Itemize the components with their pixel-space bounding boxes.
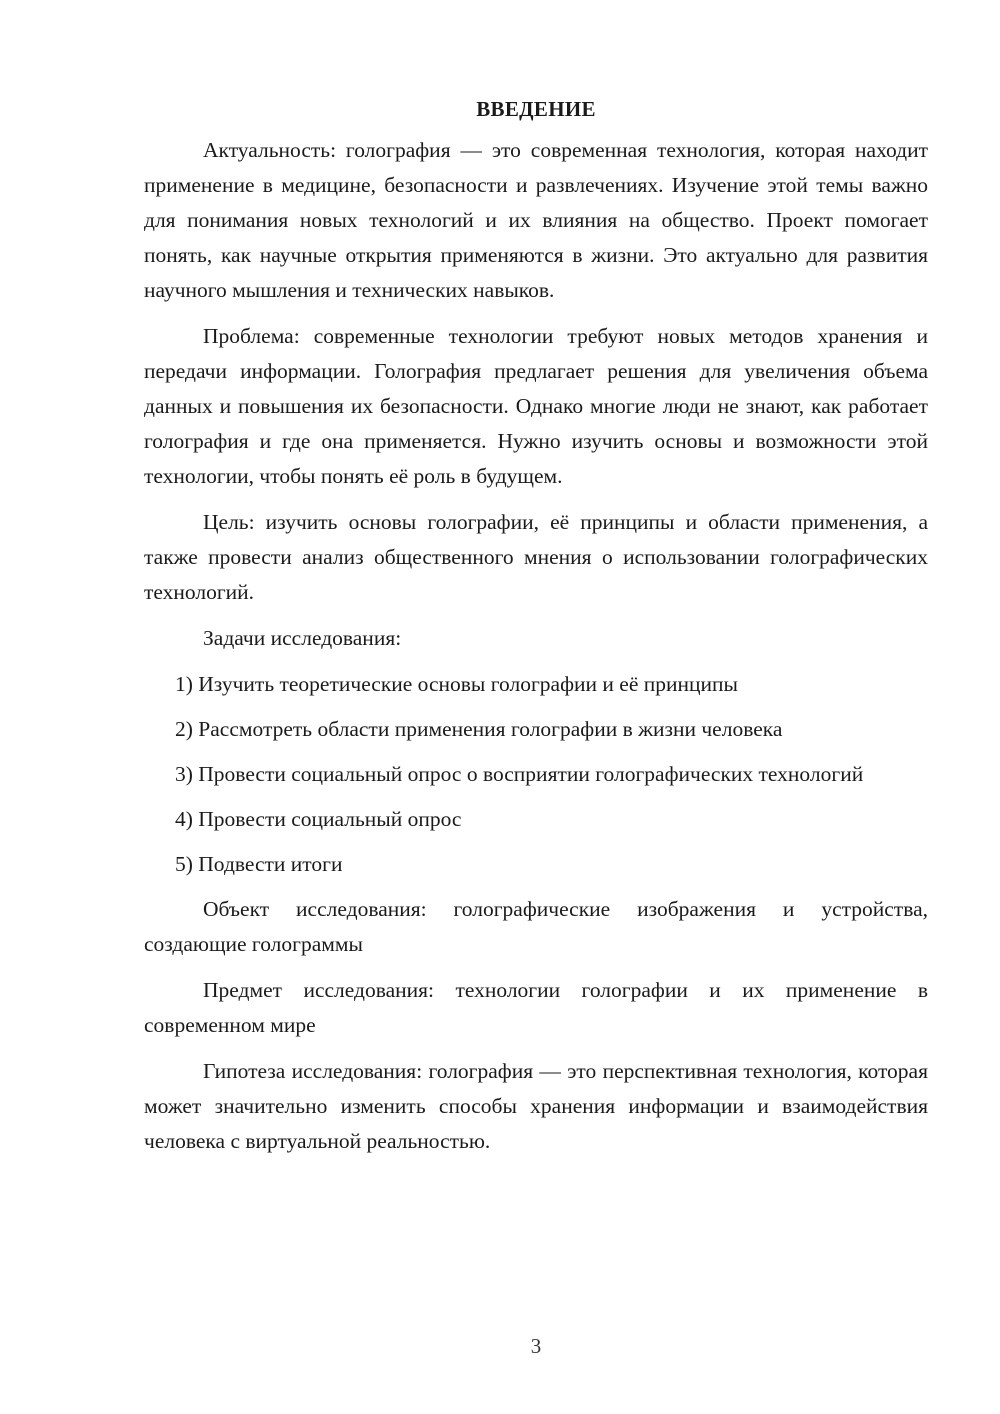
problem-paragraph: Проблема: современные технологии требуют новых методов хранения и передачи информации. Голография предлагает решения для увеличения объема данных и повышения их безопасности. Однако многие люди не знают, как работает голография и где она применяется. Нужно изучить основы и возможности этой технологии, чтобы понять её роль в будущем. (144, 324, 928, 488)
tasks-list (144, 667, 928, 882)
relevance-paragraph: Актуальность: голография — это современная технология, которая находит применение в медицине, безопасности и развлечениях. Изучение этой темы важно для понимания новых технологий и их влияния на общество. Проект помогает понять, как научные открытия применяются в жизни. Это актуально для развития научного мышления и технических навыков. (144, 138, 928, 302)
page-title: ВВЕДЕНИЕ (476, 97, 596, 121)
task-item: 2) Рассмотреть области применения голографии в жизни человека (175, 717, 783, 741)
task-item: 5) Подвести итоги (175, 852, 343, 876)
document-page (144, 92, 928, 1170)
object-paragraph: Объект исследования: голографические изображения и устройства, создающие голограммы (144, 897, 928, 956)
hypothesis-paragraph: Гипотеза исследования: голография — это перспективная технология, которая может значительно изменить способы хранения информации и взаимодействия человека с виртуальной реальностью. (144, 1059, 928, 1153)
tasks-heading: Задачи исследования: (203, 626, 402, 650)
task-item: 1) Изучить теоретические основы голографии и её принципы (175, 672, 738, 696)
task-item: 3) Провести социальный опрос о восприятии голографических технологий (175, 762, 864, 786)
task-item: 4) Провести социальный опрос (175, 807, 462, 831)
page-number: 3 (530, 1334, 542, 1358)
subject-paragraph: Предмет исследования: технологии голографии и их применение в современном мире (144, 978, 928, 1037)
goal-paragraph: Цель: изучить основы голографии, её принципы и области применения, а также провести анализ общественного мнения о использовании голографических технологий. (144, 510, 928, 604)
